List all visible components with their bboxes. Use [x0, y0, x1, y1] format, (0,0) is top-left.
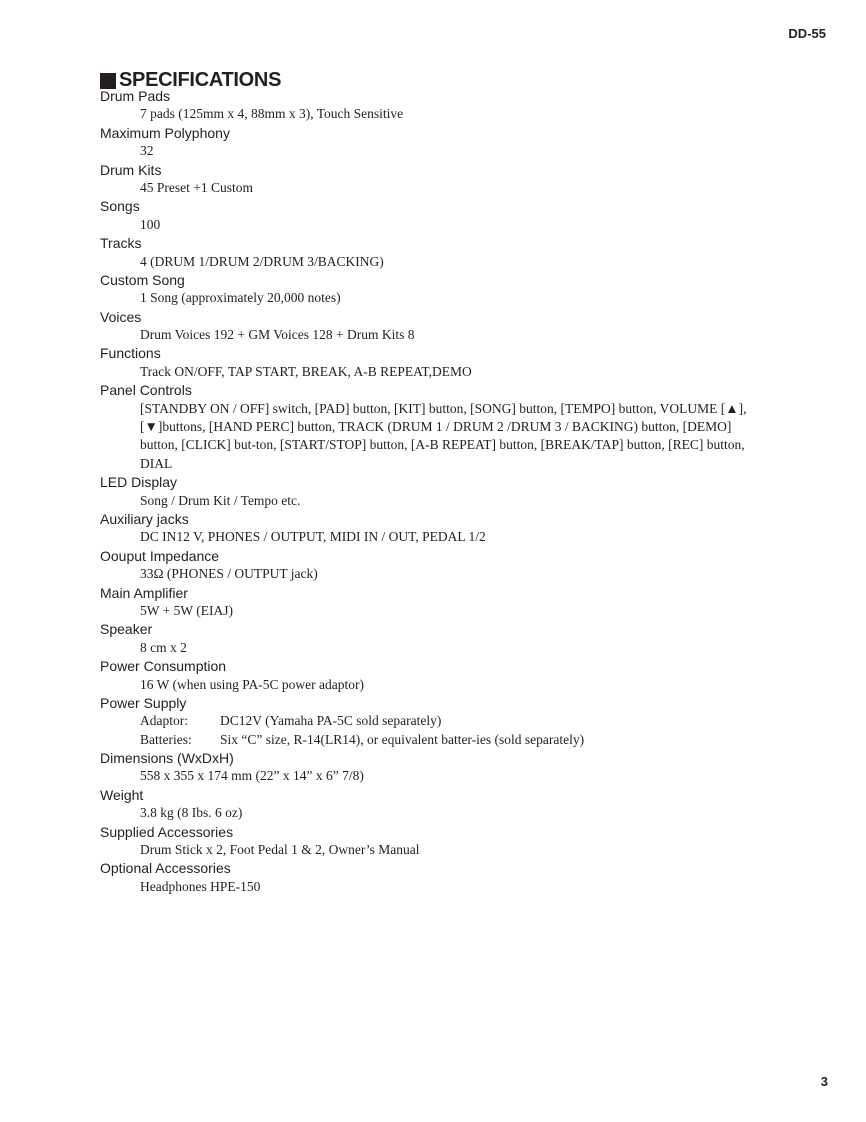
- spec-value: 1 Song (approximately 20,000 notes): [140, 290, 341, 306]
- spec-value: 7 pads (125mm x 4, 88mm x 3), Touch Sensitive: [140, 106, 404, 122]
- spec-value: button, [CLICK] but-ton, [START/STOP] button, [A-B REPEAT] button, [BREAK/TAP] button, [REC] button,: [140, 437, 745, 453]
- spec-value: Headphones HPE-150: [140, 878, 261, 894]
- spec-heading: Power Supply: [100, 694, 187, 711]
- power-supply-value: DC12V (Yamaha PA-5C sold separately): [220, 713, 442, 729]
- spec-heading: Functions: [100, 345, 161, 362]
- spec-heading: Speaker: [100, 621, 153, 638]
- spec-heading: Optional Accessories: [100, 860, 231, 877]
- spec-value: [STANDBY ON / OFF] switch, [PAD] button, [KIT] button, [SONG] button, [TEMPO] button, VOLUME [▲],: [140, 400, 747, 416]
- spec-heading: Supplied Accessories: [100, 823, 234, 840]
- spec-heading: Power Consumption: [100, 658, 227, 675]
- model-number: DD-55: [788, 26, 826, 41]
- spec-value: Track ON/OFF, TAP START, BREAK, A-B REPEAT,DEMO: [140, 363, 472, 379]
- power-supply-row: [100, 712, 820, 730]
- spec-heading: Dimensions (WxDxH): [100, 750, 234, 767]
- spec-value: [▼]buttons, [HAND PERC] button, TRACK (DRUM 1 / DRUM 2 /DRUM 3 / BACKING) button, [DEMO]: [140, 419, 732, 435]
- spec-heading: Custom Song: [100, 271, 185, 288]
- spec-value: Song / Drum Kit / Tempo etc.: [140, 492, 301, 508]
- spec-heading: Auxiliary jacks: [100, 510, 189, 527]
- spec-heading: Maximum Polyphony: [100, 124, 230, 141]
- spec-heading: Panel Controls: [100, 382, 192, 399]
- spec-heading: Voices: [100, 308, 142, 325]
- power-supply-label: Batteries:: [140, 731, 192, 747]
- spec-value: 558 x 355 x 174 mm (22” x 14” x 6” 7/8): [140, 768, 364, 784]
- spec-value: Drum Voices 192 + GM Voices 128 + Drum Kits 8: [140, 327, 415, 343]
- spec-heading: Main Amplifier: [100, 584, 188, 601]
- spec-value: Drum Stick x 2, Foot Pedal 1 & 2, Owner’s Manual: [140, 842, 420, 858]
- spec-heading: LED Display: [100, 474, 178, 491]
- spec-heading: Weight: [100, 786, 144, 803]
- spec-heading: Songs: [100, 198, 140, 215]
- page-number: 3: [820, 1074, 828, 1089]
- power-supply-row: [100, 731, 820, 749]
- spec-heading: Drum Kits: [100, 161, 162, 178]
- spec-value: 33Ω (PHONES / OUTPUT jack): [140, 566, 318, 582]
- spec-value: 16 W (when using PA-5C power adaptor): [140, 676, 364, 692]
- spec-value: 8 cm x 2: [140, 639, 187, 655]
- spec-heading: Tracks: [100, 235, 142, 252]
- spec-value: DC IN12 V, PHONES / OUTPUT, MIDI IN / OUT, PEDAL 1/2: [140, 529, 486, 545]
- spec-value: 3.8 kg (8 Ibs. 6 oz): [140, 805, 243, 821]
- spec-list: [100, 87, 820, 896]
- spec-value: 45 Preset +1 Custom: [140, 179, 253, 195]
- section-title-text: SPECIFICATIONS: [119, 69, 282, 91]
- spec-heading: Oouput Impedance: [100, 547, 220, 564]
- spec-value: 100: [140, 216, 161, 232]
- spec-value: DIAL: [140, 455, 173, 471]
- spec-heading: Drum Pads: [100, 88, 171, 104]
- spec-value: 5W + 5W (EIAJ): [140, 602, 233, 618]
- power-supply-value: Six “C” size, R-14(LR14), or equivalent batter-ies (sold separately): [220, 731, 585, 747]
- spec-value: 32: [140, 143, 154, 159]
- spec-value: 4 (DRUM 1/DRUM 2/DRUM 3/BACKING): [140, 253, 384, 269]
- power-supply-label: Adaptor:: [140, 713, 188, 729]
